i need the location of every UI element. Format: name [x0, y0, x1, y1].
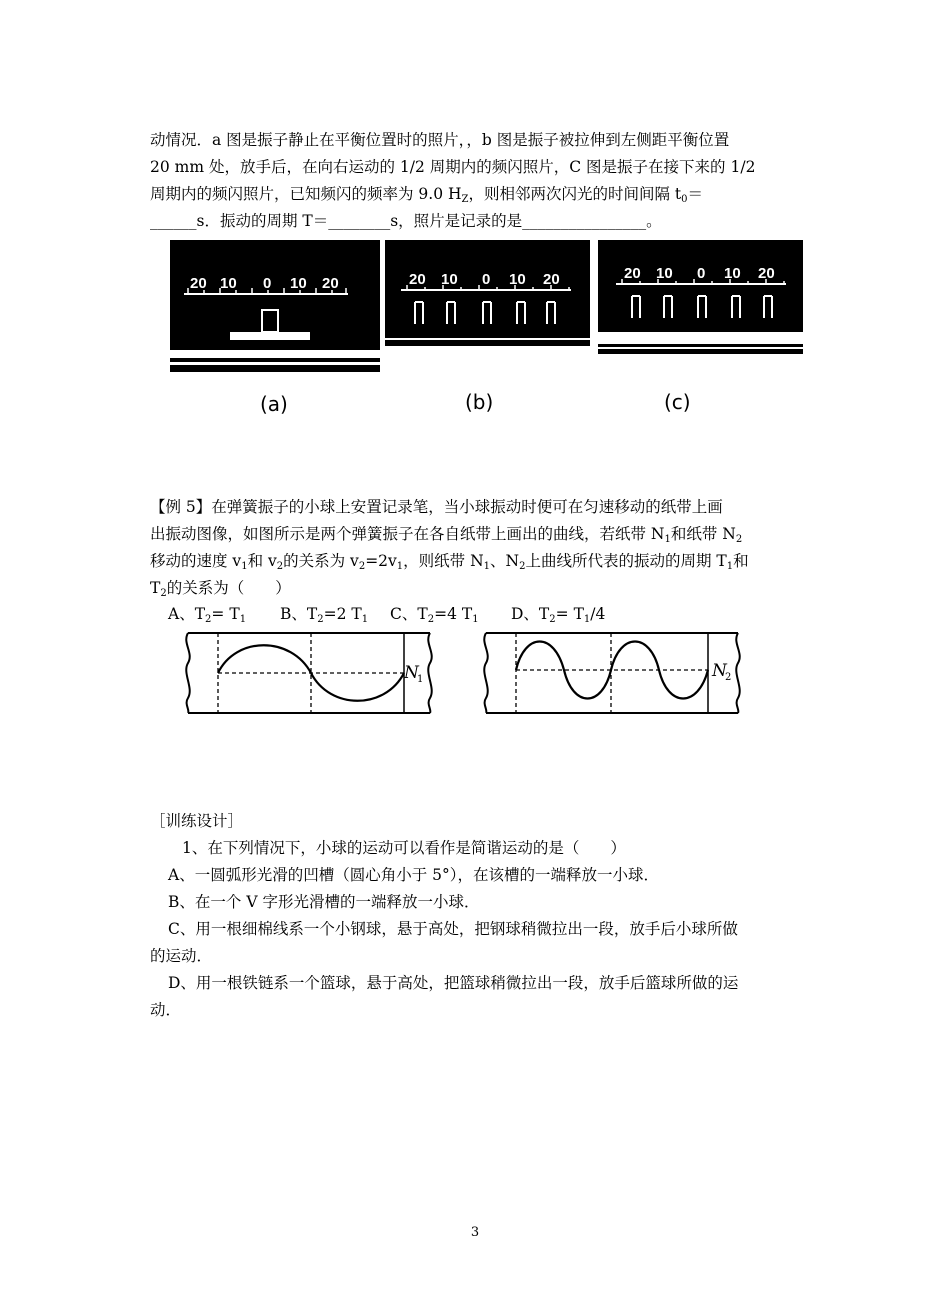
scale-label: 10 [441, 271, 458, 288]
training-option-d-1: D、用一根铁链系一个篮球，悬于高处，把篮球稍微拉出一段，放手后篮球所做的运 [168, 974, 739, 992]
option-b: B、$T_2=2$ $T_1$ [280, 605, 369, 625]
intro-line-4: ______s．振动的周期 T＝________s，照片是记录的是________________。 [150, 212, 662, 230]
option-a: A、$T_2= T_1$ [168, 605, 247, 625]
tape-label-n2: N [712, 661, 727, 681]
scale-label: 20 [624, 265, 641, 282]
scale-label: 20 [543, 271, 560, 288]
training-option-a: A、一圆弧形光滑的凹槽（圆心角小于 5°），在该槽的一端释放一小球． [168, 866, 659, 884]
training-option-c-1: C、用一根细棉线系一个小钢球，悬于高处，把钢球稍微拉出一段，放手后小球所做 [168, 920, 738, 938]
tape-label-n1-sub: 1 [417, 674, 424, 685]
page-number: 3 [470, 1225, 480, 1240]
scale-label: 20 [758, 265, 775, 282]
training-q1: 1、在下列情况下，小球的运动可以看作是简谐运动的是（ ） [182, 839, 626, 857]
scale-label: 0 [263, 275, 272, 292]
scale-label: 10 [509, 271, 526, 288]
training-option-c-2: 的运动． [150, 947, 213, 965]
caption-b: (b) [465, 390, 494, 414]
caption-a: (a) [260, 392, 288, 416]
scale-label: 0 [482, 271, 491, 288]
example5-line-1: 【例 5】在弹簧振子的小球上安置记录笔，当小球振动时便可在匀速移动的纸带上画 [150, 498, 723, 516]
training-option-d-2: 动． [150, 1001, 182, 1019]
intro-line-1: 动情况．a 图是振子静止在平衡位置时的照片，，b 图是振子被拉伸到左侧距平衡位置 [150, 131, 730, 149]
tape-label-n1: N [404, 663, 419, 683]
scale-label: 0 [697, 265, 706, 282]
caption-c: (c) [664, 390, 691, 414]
scale-label: 20 [409, 271, 426, 288]
option-d: D、$T_2= T_1/4$ [511, 605, 606, 625]
scale-label: 20 [190, 275, 207, 292]
tape-n1-diagram [180, 628, 438, 718]
intro-line-3: 周期内的频闪照片，已知频闪的频率为 9.0 $H_Z$，则相邻两次闪光的时间间隔 $t_0=$ [150, 185, 704, 205]
training-heading: ［训练设计］ [150, 812, 244, 830]
example5-line-4: $T_2$的关系为（ ） [150, 579, 291, 599]
scale-label: 10 [220, 275, 237, 292]
example5-line-2: 出振动图像，如图所示是两个弹簧振子在各自纸带上画出的曲线，若纸带 $N_1$和纸带 $N_2$ [150, 525, 743, 545]
option-c: C、$T_2=4$ $T_1$ [390, 605, 479, 625]
photo-a [170, 240, 380, 375]
photo-b [385, 240, 590, 355]
scale-label: 10 [290, 275, 307, 292]
scale-label: 10 [656, 265, 673, 282]
photo-c [598, 240, 803, 358]
intro-line-2: 20 mm 处，放手后，在向右运动的 1/2 周期内的频闪照片，C 图是振子在接下来的 1/2 [150, 158, 756, 176]
scale-label: 10 [724, 265, 741, 282]
scale-label: 20 [322, 275, 339, 292]
example5-line-3: 移动的速度 $v_1$和 $v_2$的关系为 $v_2=2v_1$，则纸带 $N_1$、$N_2$上曲线所代表的振动的周期 $T_1$和 [150, 552, 749, 572]
training-option-b: B、在一个 V 字形光滑槽的一端释放一小球． [168, 893, 480, 911]
tape-n2-diagram [478, 628, 746, 718]
tape-label-n2-sub: 2 [725, 672, 732, 683]
